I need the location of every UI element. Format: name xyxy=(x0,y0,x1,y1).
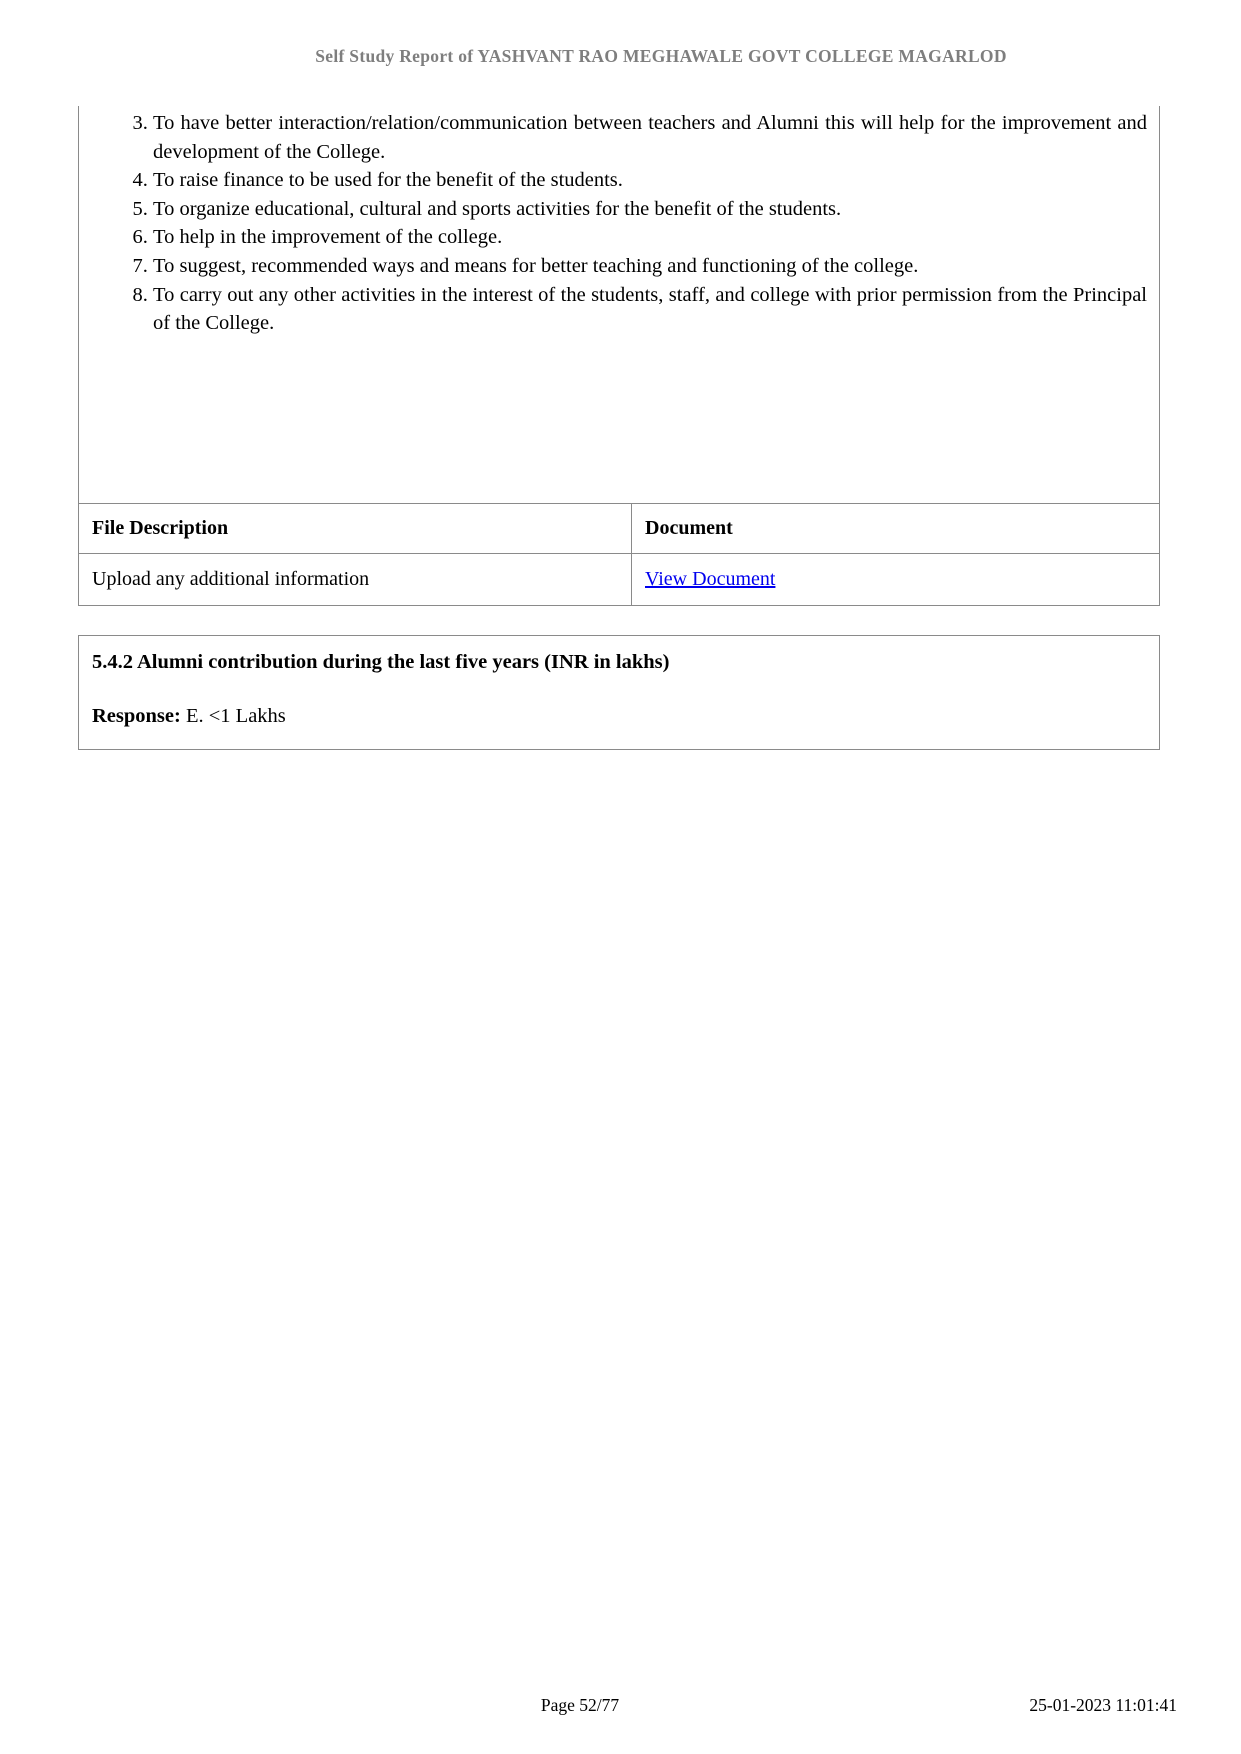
section-title: 5.4.2 Alumni contribution during the last five years (INR in lakhs) xyxy=(92,651,670,673)
file-description-header: File Description xyxy=(79,504,632,554)
objective-item: 8. To carry out any other activities in the interest of the students, staff, and college with prior permission from the Principal of the College. xyxy=(153,281,1147,338)
response-label: Response: xyxy=(92,705,181,727)
response-text-box xyxy=(78,106,1160,504)
page-footer xyxy=(0,1695,1241,1721)
timestamp: 25-01-2023 11:01:41 xyxy=(1029,1695,1177,1715)
document-header: Document xyxy=(632,504,1160,554)
file-description-cell: Upload any additional information xyxy=(79,554,632,606)
objective-item: 7. To suggest, recommended ways and means for better teaching and functioning of the college. xyxy=(153,252,1147,281)
objective-item: 5. To organize educational, cultural and sports activities for the benefit of the students. xyxy=(153,195,1147,224)
page-number: Page 52/77 xyxy=(540,1695,620,1715)
objective-item: 3. To have better interaction/relation/communication between teachers and Alumni this will help for the improvement and development of the College. xyxy=(153,109,1147,166)
section-5-4-2-box xyxy=(78,635,1160,750)
view-document-link[interactable]: View Document xyxy=(645,568,776,590)
file-description-table xyxy=(78,503,1160,606)
response-line xyxy=(92,705,1146,728)
document-cell xyxy=(632,554,1160,606)
table-row xyxy=(79,554,1160,606)
objective-item: 6. To help in the improvement of the college. xyxy=(153,223,1147,252)
response-value: E. <1 Lakhs xyxy=(185,705,286,727)
report-title: Self Study Report of YASHVANT RAO MEGHAWALE GOVT COLLEGE MAGARLOD xyxy=(315,46,1007,66)
table-header-row xyxy=(79,504,1160,554)
objectives-list xyxy=(79,106,1159,338)
objective-item: 4. To raise finance to be used for the benefit of the students. xyxy=(153,166,1147,195)
